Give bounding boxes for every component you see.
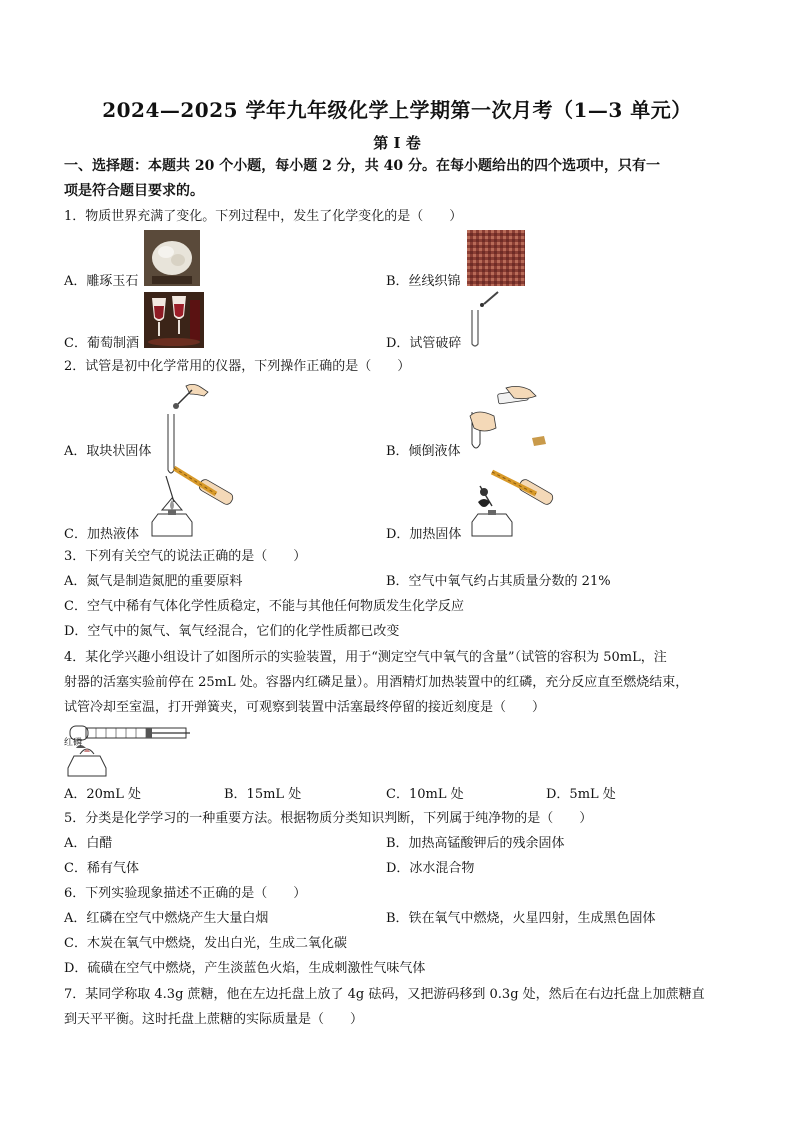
- volume-label: 第 I 卷: [373, 134, 421, 152]
- section-instruction-line1: 一、选择题：本题共 20 个小题，每小题 2 分，共 40 分。在每小题给出的四个选项中，只有一: [64, 158, 660, 174]
- question-3-option-b: B．空气中氧气约占其质量分数的 21%: [386, 574, 611, 589]
- question-4-option-d: D．5mL 处: [546, 787, 616, 802]
- question-4-option-c: C．10mL 处: [386, 787, 464, 802]
- question-2-stem: 2．试管是初中化学常用的仪器，下列操作正确的是（ ）: [64, 359, 411, 374]
- question-1-option-c: C．葡萄制酒: [64, 336, 139, 351]
- heat-liquid-image: [144, 462, 240, 540]
- question-6-option-c: C．木炭在氧气中燃烧，发出白光，生成二氧化碳: [64, 936, 347, 951]
- oxygen-apparatus-figure: [62, 722, 192, 778]
- question-4-option-a: A．20mL 处: [64, 787, 142, 802]
- question-4-line1: 4．某化学兴趣小组设计了如图所示的实验装置，用于“测定空气中氧气的含量”（试管的容积为 50mL，注: [64, 650, 667, 665]
- wine-glasses-image: [144, 292, 204, 348]
- question-7-line2: 到天平平衡。这时托盘上蔗糖的实际质量是（ ）: [64, 1012, 364, 1027]
- question-4-line2: 射器的活塞实验前停在 25mL 处。容器内红磷足量）。用酒精灯加热装置中的红磷，充分反应直至燃烧结束，: [64, 675, 689, 690]
- question-6-option-a: A．红磷在空气中燃烧产生大量白烟: [64, 911, 269, 926]
- question-4-option-b: B．15mL 处: [224, 787, 302, 802]
- question-7-line1: 7．某同学称取 4.3g 蔗糖，他在左边托盘上放了 4g 砝码，又把游码移到 0.3g 处，然后在右边托盘上加蔗糖直: [64, 987, 705, 1002]
- silk-brocade-image: [467, 230, 525, 286]
- heat-solid-image: [464, 462, 560, 540]
- page-title: 2024—2025 学年九年级化学上学期第一次月考（1—3 单元）: [102, 98, 692, 122]
- question-3-option-c: C．空气中稀有气体化学性质稳定，不能与其他任何物质发生化学反应: [64, 599, 464, 614]
- question-1-stem: 1．物质世界充满了变化。下列过程中，发生了化学变化的是（ ）: [64, 209, 463, 224]
- question-2-option-b: B．倾倒液体: [386, 444, 461, 459]
- section-instruction-line2: 项是符合题目要求的。: [64, 183, 204, 199]
- question-6-stem: 6．下列实验现象描述不正确的是（ ）: [64, 886, 307, 901]
- question-3-stem: 3．下列有关空气的说法正确的是（ ）: [64, 549, 307, 564]
- question-1-option-d: D．试管破碎: [386, 336, 462, 351]
- pour-liquid-image: [466, 382, 550, 454]
- question-2-option-d: D．加热固体: [386, 527, 462, 542]
- jade-carving-image: [144, 230, 200, 286]
- question-2-option-a: A．取块状固体: [64, 444, 152, 459]
- question-1-option-b: B．丝线织锦: [386, 274, 461, 289]
- question-4-line3: 试管冷却至室温，打开弹簧夹，可观察到装置中活塞最终停留的接近刻度是（ ）: [64, 700, 546, 715]
- question-5-stem: 5．分类是化学学习的一种重要方法。根据物质分类知识判断，下列属于纯净物的是（ ）: [64, 811, 593, 826]
- question-6-option-b: B．铁在氧气中燃烧，火星四射，生成黑色固体: [386, 911, 656, 926]
- question-3-option-d: D．空气中的氮气、氧气经混合，它们的化学性质都已改变: [64, 624, 400, 639]
- question-3-option-a: A．氮气是制造氮肥的重要原料: [64, 574, 243, 589]
- question-1-option-a: A．雕琢玉石: [64, 274, 139, 289]
- question-6-option-d: D．硫磺在空气中燃烧，产生淡蓝色火焰，生成刺激性气味气体: [64, 961, 426, 976]
- question-2-option-c: C．加热液体: [64, 527, 139, 542]
- question-5-option-d: D．冰水混合物: [386, 861, 475, 876]
- figure-label-red-phosphorus: 红磷: [64, 738, 83, 748]
- broken-test-tube-image: [462, 290, 504, 350]
- question-5-option-b: B．加热高锰酸钾后的残余固体: [386, 836, 565, 851]
- question-5-option-a: A．白醋: [64, 836, 113, 851]
- question-5-option-c: C．稀有气体: [64, 861, 139, 876]
